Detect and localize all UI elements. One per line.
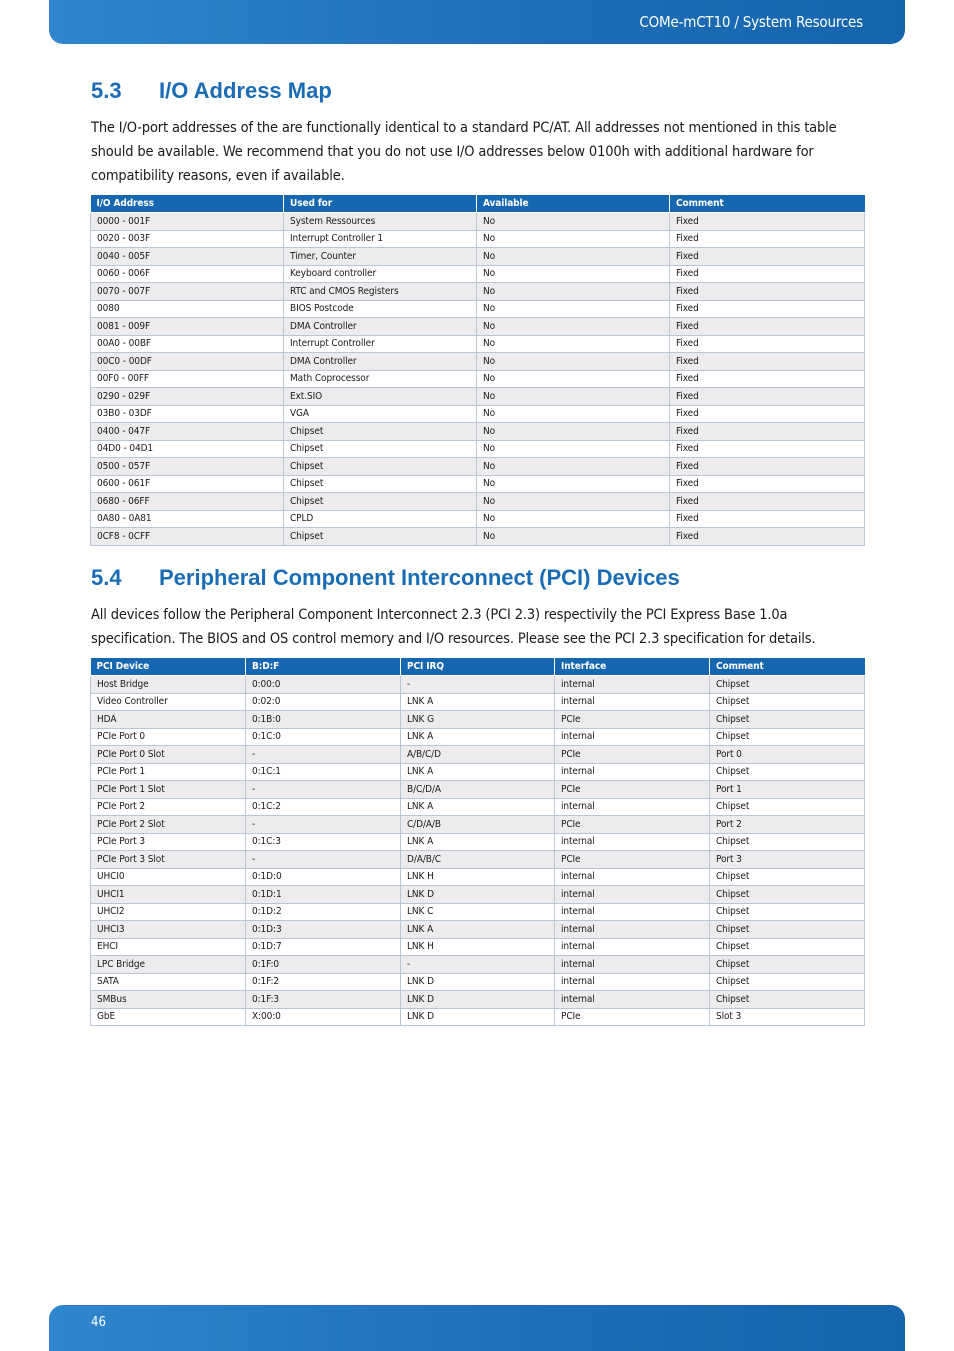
table-row bbox=[91, 903, 865, 921]
table-cell: Chipset bbox=[710, 763, 865, 781]
header-banner bbox=[49, 0, 905, 44]
table-row bbox=[91, 746, 865, 764]
table-cell: Chipset bbox=[710, 903, 865, 921]
document-title: COMe-mCT10 / System Resources bbox=[639, 13, 863, 31]
table-cell: Fixed bbox=[670, 283, 865, 301]
table-row bbox=[91, 283, 865, 301]
table-cell: internal bbox=[555, 833, 710, 851]
table-cell: System Ressources bbox=[284, 213, 477, 231]
table-row bbox=[91, 676, 865, 694]
table-header-row bbox=[91, 195, 865, 213]
pci-intro-paragraph: All devices follow the Peripheral Component Interconnect 2.3 (PCI 2.3) respectivily the PCI Express Base 1.0a specification. The BIOS and OS control memory and I/O resources. Please see the PCI 2.3 specification for details. bbox=[91, 607, 816, 647]
table-cell: LNK D bbox=[401, 991, 555, 1009]
table-cell: 0:1C:1 bbox=[246, 763, 401, 781]
table-row bbox=[91, 763, 865, 781]
table-cell: No bbox=[477, 353, 670, 371]
table-cell: Fixed bbox=[670, 318, 865, 336]
table-row bbox=[91, 868, 865, 886]
column-header: Available bbox=[477, 195, 670, 213]
table-cell: Chipset bbox=[710, 676, 865, 694]
table-row bbox=[91, 528, 865, 546]
table-cell: internal bbox=[555, 991, 710, 1009]
table-cell: No bbox=[477, 230, 670, 248]
table-cell: PCIe Port 0 bbox=[91, 728, 246, 746]
table-cell: 0070 - 007F bbox=[91, 283, 284, 301]
table-cell: Fixed bbox=[670, 353, 865, 371]
table-cell: PCIe bbox=[555, 711, 710, 729]
table-cell: No bbox=[477, 458, 670, 476]
table-row bbox=[91, 728, 865, 746]
column-header: Used for bbox=[284, 195, 477, 213]
table-cell: Interrupt Controller 1 bbox=[284, 230, 477, 248]
table-cell: PCIe Port 1 bbox=[91, 763, 246, 781]
table-cell: PCIe bbox=[555, 851, 710, 869]
table-cell: Fixed bbox=[670, 528, 865, 546]
section-number: 5.4 bbox=[91, 565, 122, 590]
table-cell: 0680 - 06FF bbox=[91, 493, 284, 511]
table-cell: Keyboard controller bbox=[284, 265, 477, 283]
table-cell: LNK H bbox=[401, 868, 555, 886]
table-cell: Fixed bbox=[670, 475, 865, 493]
footer-banner bbox=[49, 1305, 905, 1351]
column-header: Comment bbox=[670, 195, 865, 213]
table-row bbox=[91, 370, 865, 388]
table-row bbox=[91, 693, 865, 711]
table-cell: Chipset bbox=[710, 693, 865, 711]
table-cell: - bbox=[246, 816, 401, 834]
table-cell: LNK D bbox=[401, 886, 555, 904]
table-cell: Host Bridge bbox=[91, 676, 246, 694]
table-cell: PCIe Port 3 Slot bbox=[91, 851, 246, 869]
table-cell: internal bbox=[555, 921, 710, 939]
column-header: Interface bbox=[555, 658, 710, 676]
table-cell: Chipset bbox=[284, 423, 477, 441]
table-cell: No bbox=[477, 300, 670, 318]
table-cell: 03B0 - 03DF bbox=[91, 405, 284, 423]
table-cell: 0:1F:0 bbox=[246, 956, 401, 974]
table-cell: 0020 - 003F bbox=[91, 230, 284, 248]
table-row bbox=[91, 265, 865, 283]
pci-devices-table bbox=[90, 658, 865, 1026]
table-cell: EHCI bbox=[91, 938, 246, 956]
table-cell: CPLD bbox=[284, 510, 477, 528]
table-cell: Slot 3 bbox=[710, 1008, 865, 1026]
table-row bbox=[91, 973, 865, 991]
table-cell: UHCI0 bbox=[91, 868, 246, 886]
table-cell: 0081 - 009F bbox=[91, 318, 284, 336]
table-cell: 0:1D:7 bbox=[246, 938, 401, 956]
table-cell: LNK G bbox=[401, 711, 555, 729]
table-cell: Fixed bbox=[670, 388, 865, 406]
table-cell: Chipset bbox=[710, 921, 865, 939]
table-cell: No bbox=[477, 510, 670, 528]
table-row bbox=[91, 335, 865, 353]
table-cell: Chipset bbox=[710, 798, 865, 816]
table-cell: No bbox=[477, 388, 670, 406]
table-cell: - bbox=[246, 746, 401, 764]
table-cell: Chipset bbox=[710, 833, 865, 851]
table-cell: Video Controller bbox=[91, 693, 246, 711]
table-cell: 0:00:0 bbox=[246, 676, 401, 694]
table-cell: Chipset bbox=[710, 991, 865, 1009]
table-cell: No bbox=[477, 475, 670, 493]
table-row bbox=[91, 248, 865, 266]
table-cell: HDA bbox=[91, 711, 246, 729]
table-cell: No bbox=[477, 528, 670, 546]
table-cell: 0000 - 001F bbox=[91, 213, 284, 231]
table-cell: Chipset bbox=[710, 938, 865, 956]
table-cell: Fixed bbox=[670, 265, 865, 283]
section-title: Peripheral Component Interconnect (PCI) Devices bbox=[159, 565, 680, 590]
table-cell: internal bbox=[555, 693, 710, 711]
table-cell: Port 0 bbox=[710, 746, 865, 764]
table-cell: - bbox=[246, 851, 401, 869]
column-header: PCI IRQ bbox=[401, 658, 555, 676]
table-cell: D/A/B/C bbox=[401, 851, 555, 869]
table-row bbox=[91, 886, 865, 904]
table-cell: Interrupt Controller bbox=[284, 335, 477, 353]
table-row bbox=[91, 833, 865, 851]
section-title: I/O Address Map bbox=[159, 78, 332, 103]
table-cell: No bbox=[477, 318, 670, 336]
table-cell: LNK C bbox=[401, 903, 555, 921]
io-intro-paragraph: The I/O-port addresses of the are functionally identical to a standard PC/AT. All addresses not mentioned in this table should be available. We recommend that you do not use I/O addresses below 0100h with additional hardware for compatibility reasons, even if available. bbox=[91, 120, 837, 184]
table-cell: Port 1 bbox=[710, 781, 865, 799]
table-row bbox=[91, 493, 865, 511]
table-cell: 0:1D:1 bbox=[246, 886, 401, 904]
table-cell: B/C/D/A bbox=[401, 781, 555, 799]
table-cell: 0A80 - 0A81 bbox=[91, 510, 284, 528]
table-row bbox=[91, 921, 865, 939]
table-cell: 0290 - 029F bbox=[91, 388, 284, 406]
table-cell: BIOS Postcode bbox=[284, 300, 477, 318]
table-cell: Timer, Counter bbox=[284, 248, 477, 266]
table-cell: Fixed bbox=[670, 510, 865, 528]
table-row bbox=[91, 353, 865, 371]
page-number: 46 bbox=[91, 1315, 106, 1330]
table-row bbox=[91, 388, 865, 406]
table-cell: Chipset bbox=[710, 886, 865, 904]
table-cell: 0CF8 - 0CFF bbox=[91, 528, 284, 546]
table-cell: Fixed bbox=[670, 423, 865, 441]
table-cell: 0040 - 005F bbox=[91, 248, 284, 266]
table-row bbox=[91, 991, 865, 1009]
table-cell: SATA bbox=[91, 973, 246, 991]
table-cell: 0500 - 057F bbox=[91, 458, 284, 476]
table-row bbox=[91, 781, 865, 799]
table-cell: 0:1F:2 bbox=[246, 973, 401, 991]
table-cell: PCIe bbox=[555, 1008, 710, 1026]
table-cell: Fixed bbox=[670, 458, 865, 476]
table-cell: Fixed bbox=[670, 370, 865, 388]
table-row bbox=[91, 816, 865, 834]
table-cell: RTC and CMOS Registers bbox=[284, 283, 477, 301]
table-cell: LNK H bbox=[401, 938, 555, 956]
table-cell: LNK D bbox=[401, 1008, 555, 1026]
table-cell: GbE bbox=[91, 1008, 246, 1026]
table-cell: Chipset bbox=[710, 728, 865, 746]
table-cell: Chipset bbox=[284, 458, 477, 476]
section-5-4-heading bbox=[91, 565, 680, 591]
table-cell: 00C0 - 00DF bbox=[91, 353, 284, 371]
table-cell: No bbox=[477, 335, 670, 353]
table-cell: 00A0 - 00BF bbox=[91, 335, 284, 353]
table-cell: Fixed bbox=[670, 213, 865, 231]
table-cell: PCIe Port 0 Slot bbox=[91, 746, 246, 764]
table-cell: Chipset bbox=[710, 868, 865, 886]
table-cell: Fixed bbox=[670, 230, 865, 248]
table-cell: PCIe Port 1 Slot bbox=[91, 781, 246, 799]
table-cell: No bbox=[477, 440, 670, 458]
table-row bbox=[91, 798, 865, 816]
table-cell: Chipset bbox=[710, 711, 865, 729]
table-cell: DMA Controller bbox=[284, 353, 477, 371]
table-cell: X:00:0 bbox=[246, 1008, 401, 1026]
table-cell: SMBus bbox=[91, 991, 246, 1009]
table-cell: No bbox=[477, 248, 670, 266]
table-cell: internal bbox=[555, 763, 710, 781]
table-row bbox=[91, 711, 865, 729]
table-cell: LNK A bbox=[401, 833, 555, 851]
table-cell: 0:1F:3 bbox=[246, 991, 401, 1009]
table-cell: Chipset bbox=[284, 493, 477, 511]
table-cell: PCIe bbox=[555, 746, 710, 764]
table-row bbox=[91, 956, 865, 974]
table-cell: PCIe Port 3 bbox=[91, 833, 246, 851]
table-cell: No bbox=[477, 405, 670, 423]
table-cell: internal bbox=[555, 903, 710, 921]
table-row bbox=[91, 938, 865, 956]
table-cell: C/D/A/B bbox=[401, 816, 555, 834]
column-header: B:D:F bbox=[246, 658, 401, 676]
table-cell: - bbox=[246, 781, 401, 799]
table-cell: Fixed bbox=[670, 248, 865, 266]
table-row bbox=[91, 300, 865, 318]
table-cell: internal bbox=[555, 676, 710, 694]
table-cell: Fixed bbox=[670, 300, 865, 318]
table-row bbox=[91, 851, 865, 869]
table-cell: Chipset bbox=[710, 956, 865, 974]
table-cell: 0:1D:2 bbox=[246, 903, 401, 921]
table-row bbox=[91, 475, 865, 493]
table-cell: Fixed bbox=[670, 405, 865, 423]
table-cell: 0:02:0 bbox=[246, 693, 401, 711]
table-cell: Math Coprocessor bbox=[284, 370, 477, 388]
section-5-3-heading bbox=[91, 78, 332, 104]
table-cell: LNK A bbox=[401, 921, 555, 939]
table-cell: LPC Bridge bbox=[91, 956, 246, 974]
table-cell: No bbox=[477, 493, 670, 511]
table-row bbox=[91, 318, 865, 336]
table-cell: 00F0 - 00FF bbox=[91, 370, 284, 388]
table-row bbox=[91, 458, 865, 476]
table-row bbox=[91, 213, 865, 231]
table-cell: 0080 bbox=[91, 300, 284, 318]
table-cell: LNK A bbox=[401, 728, 555, 746]
table-cell: No bbox=[477, 370, 670, 388]
table-cell: 0:1B:0 bbox=[246, 711, 401, 729]
table-cell: LNK A bbox=[401, 763, 555, 781]
table-cell: internal bbox=[555, 956, 710, 974]
table-cell: LNK A bbox=[401, 693, 555, 711]
table-cell: Fixed bbox=[670, 335, 865, 353]
table-cell: LNK D bbox=[401, 973, 555, 991]
table-cell: Fixed bbox=[670, 493, 865, 511]
table-header-row bbox=[91, 658, 865, 676]
column-header: PCI Device bbox=[91, 658, 246, 676]
table-cell: - bbox=[401, 676, 555, 694]
table-row bbox=[91, 423, 865, 441]
table-cell: 0:1C:2 bbox=[246, 798, 401, 816]
table-cell: 0060 - 006F bbox=[91, 265, 284, 283]
table-cell: 0:1D:3 bbox=[246, 921, 401, 939]
io-address-table bbox=[90, 195, 865, 546]
table-cell: VGA bbox=[284, 405, 477, 423]
table-cell: No bbox=[477, 423, 670, 441]
table-cell: internal bbox=[555, 973, 710, 991]
table-cell: Ext.SIO bbox=[284, 388, 477, 406]
table-cell: No bbox=[477, 265, 670, 283]
table-cell: UHCI3 bbox=[91, 921, 246, 939]
table-cell: internal bbox=[555, 728, 710, 746]
table-cell: Chipset bbox=[284, 440, 477, 458]
table-row bbox=[91, 1008, 865, 1026]
column-header: Comment bbox=[710, 658, 865, 676]
table-cell: PCIe Port 2 bbox=[91, 798, 246, 816]
table-cell: A/B/C/D bbox=[401, 746, 555, 764]
table-row bbox=[91, 440, 865, 458]
table-cell: Chipset bbox=[710, 973, 865, 991]
table-cell: 04D0 - 04D1 bbox=[91, 440, 284, 458]
table-row bbox=[91, 405, 865, 423]
table-cell: internal bbox=[555, 868, 710, 886]
table-cell: 0400 - 047F bbox=[91, 423, 284, 441]
table-cell: 0:1D:0 bbox=[246, 868, 401, 886]
table-cell: - bbox=[401, 956, 555, 974]
table-cell: No bbox=[477, 213, 670, 231]
table-cell: Port 3 bbox=[710, 851, 865, 869]
section-number: 5.3 bbox=[91, 78, 122, 103]
table-cell: Chipset bbox=[284, 475, 477, 493]
table-cell: Chipset bbox=[284, 528, 477, 546]
table-cell: UHCI2 bbox=[91, 903, 246, 921]
table-cell: 0600 - 061F bbox=[91, 475, 284, 493]
table-cell: LNK A bbox=[401, 798, 555, 816]
table-cell: PCIe bbox=[555, 781, 710, 799]
table-cell: PCIe bbox=[555, 816, 710, 834]
table-cell: PCIe Port 2 Slot bbox=[91, 816, 246, 834]
table-row bbox=[91, 230, 865, 248]
table-cell: UHCI1 bbox=[91, 886, 246, 904]
table-cell: Fixed bbox=[670, 440, 865, 458]
table-cell: Port 2 bbox=[710, 816, 865, 834]
table-row bbox=[91, 510, 865, 528]
table-cell: No bbox=[477, 283, 670, 301]
table-cell: DMA Controller bbox=[284, 318, 477, 336]
column-header: I/O Address bbox=[91, 195, 284, 213]
table-cell: 0:1C:3 bbox=[246, 833, 401, 851]
table-cell: internal bbox=[555, 938, 710, 956]
table-cell: 0:1C:0 bbox=[246, 728, 401, 746]
table-cell: internal bbox=[555, 886, 710, 904]
table-cell: internal bbox=[555, 798, 710, 816]
